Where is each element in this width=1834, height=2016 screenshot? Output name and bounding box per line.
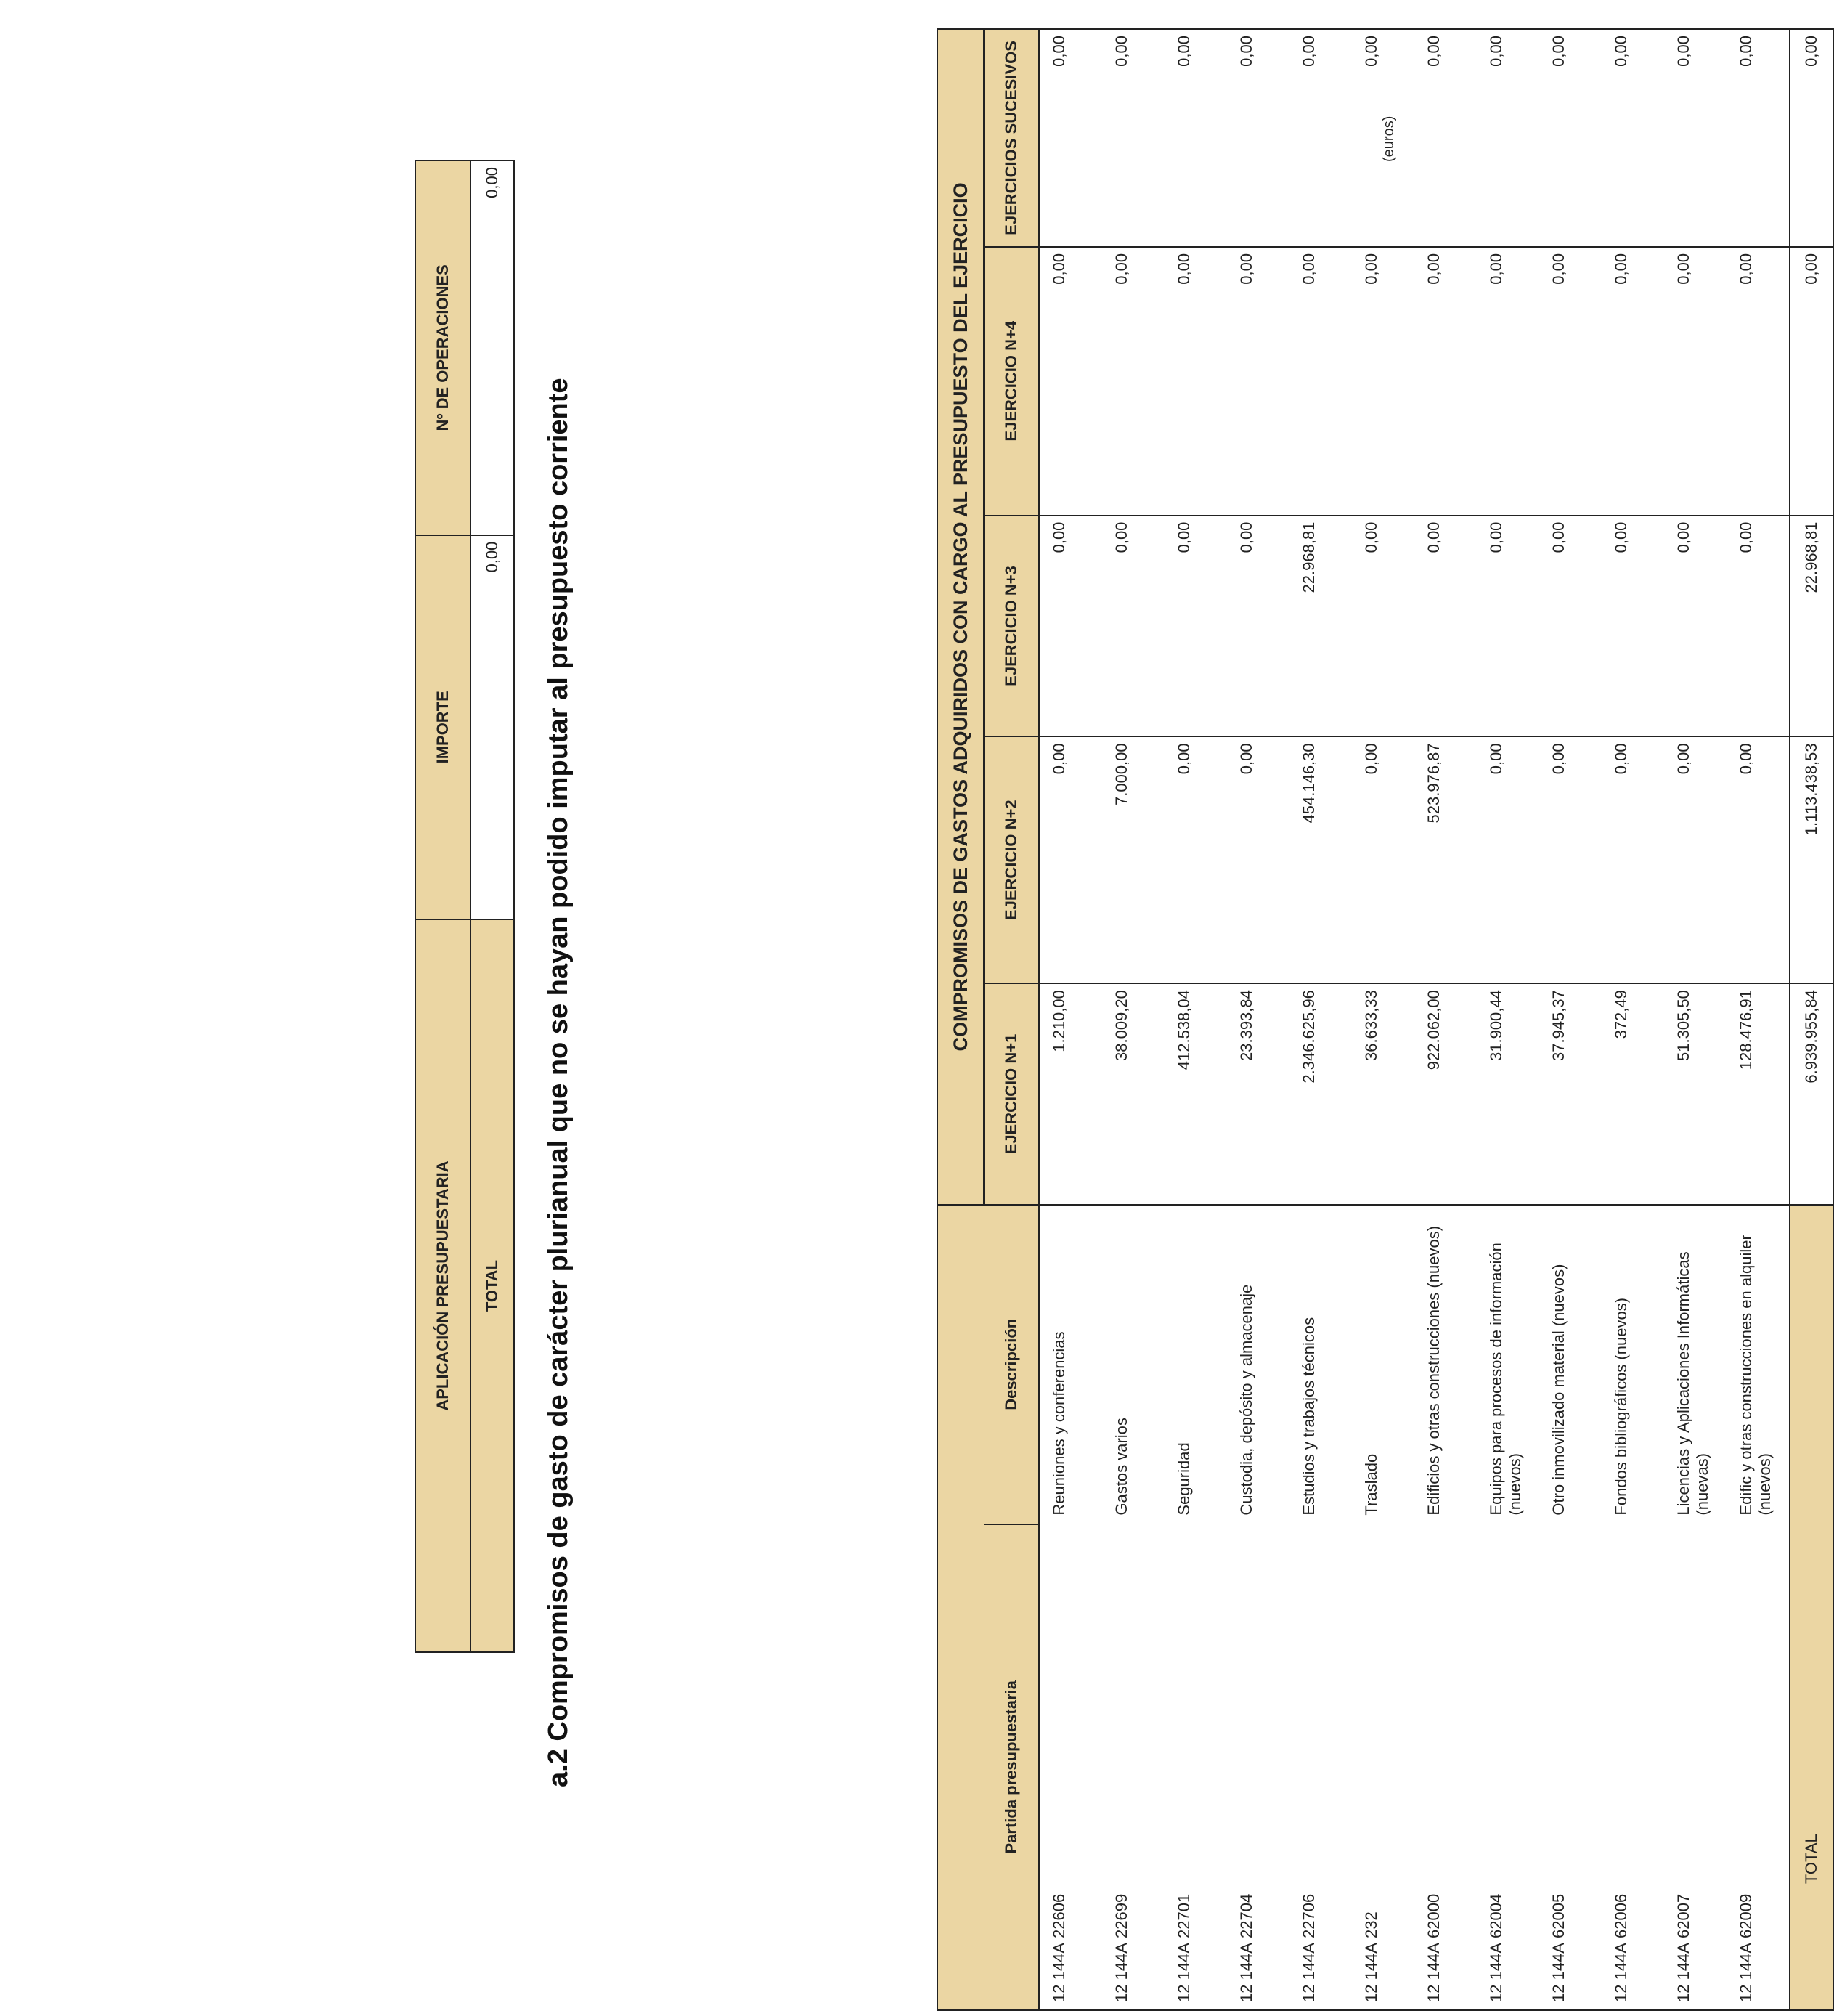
program-code: 12 144A	[1487, 1943, 1505, 2002]
n3-cell: 0,00	[1414, 516, 1477, 737]
n1-cell: 2.346.625,96	[1289, 983, 1352, 1205]
sucesivos-cell: 0,00	[1602, 29, 1664, 247]
partida-code: 22701	[1175, 1893, 1193, 1938]
sucesivos-cell: 0,00	[1352, 29, 1414, 247]
n1-cell: 23.393,84	[1227, 983, 1289, 1205]
n1-cell: 412.538,04	[1165, 983, 1227, 1205]
section-a2-title: a.2 Compromisos de gasto de carácter plurianual que no se hayan podido imputar al presupuesto corriente	[543, 378, 574, 1787]
partida-cell	[1727, 1524, 1790, 2010]
table-row	[1102, 29, 1165, 2010]
descripcion-cell: Edificios y otras construcciones (nuevos)	[1414, 1205, 1477, 1524]
n3-cell: 0,00	[1727, 516, 1790, 737]
a2-total-row	[470, 160, 514, 1652]
uncharged-commitments-table	[415, 160, 515, 1653]
program-code: 12 144A	[1612, 1943, 1630, 2002]
sucesivos-cell: 0,00	[1477, 29, 1539, 247]
partida-cell	[1352, 1524, 1414, 2010]
col-operaciones: Nº DE OPERACIONES	[415, 160, 470, 535]
n1-cell: 36.633,33	[1352, 983, 1414, 1205]
partida-cell	[1539, 1524, 1602, 2010]
n2-cell: 0,00	[1539, 736, 1602, 983]
n4-cell: 0,00	[1602, 247, 1664, 516]
partida-code: 22704	[1237, 1893, 1255, 1938]
partida-cell	[1227, 1524, 1289, 2010]
n3-cell: 0,00	[1227, 516, 1289, 737]
n4-cell: 0,00	[1289, 247, 1352, 516]
partida-cell	[1602, 1524, 1664, 2010]
table-row	[1602, 29, 1664, 2010]
n3-cell: 0,00	[1664, 516, 1727, 737]
n3-cell: 0,00	[1039, 516, 1102, 737]
n2-cell: 0,00	[1227, 736, 1289, 983]
sucesivos-cell: 0,00	[1727, 29, 1790, 247]
n4-cell: 0,00	[1664, 247, 1727, 516]
n4-cell: 0,00	[1165, 247, 1227, 516]
program-code: 12 144A	[1175, 1943, 1193, 2002]
n2-cell: 523.976,87	[1414, 736, 1477, 983]
partida-cell	[1414, 1524, 1477, 2010]
n3-cell: 22.968,81	[1289, 516, 1352, 737]
n1-cell: 51.305,50	[1664, 983, 1727, 1205]
blank-header-cell	[937, 1205, 984, 2010]
sucesivos-cell: 0,00	[1664, 29, 1727, 247]
n1-cell: 922.062,00	[1414, 983, 1477, 1205]
total-sucesivos: 0,00	[1790, 29, 1833, 247]
partida-code: 22706	[1300, 1893, 1318, 1938]
partida-code: 62007	[1674, 1893, 1692, 1938]
table-row	[1165, 29, 1227, 2010]
partida-cell	[1102, 1524, 1165, 2010]
n2-cell: 0,00	[1727, 736, 1790, 983]
descripcion-cell: Seguridad	[1165, 1205, 1227, 1524]
n4-cell: 0,00	[1039, 247, 1102, 516]
n2-cell: 0,00	[1477, 736, 1539, 983]
program-code: 12 144A	[1237, 1943, 1255, 2002]
total-n1: 6.939.955,84	[1790, 983, 1833, 1205]
program-code: 12 144A	[1300, 1943, 1318, 2002]
table-row	[1227, 29, 1289, 2010]
n1-cell: 38.009,20	[1102, 983, 1165, 1205]
table-row	[1039, 29, 1102, 2010]
commitments-table	[937, 28, 1834, 2011]
n4-cell: 0,00	[1227, 247, 1289, 516]
n3-cell: 0,00	[1539, 516, 1602, 737]
n2-cell: 0,00	[1165, 736, 1227, 983]
program-code: 12 144A	[1549, 1943, 1568, 2002]
n4-cell: 0,00	[1102, 247, 1165, 516]
n1-cell: 128.476,91	[1727, 983, 1790, 1205]
total-blank-cell	[1790, 1894, 1833, 2010]
n4-cell: 0,00	[1727, 247, 1790, 516]
commitments-body	[1039, 29, 1790, 2010]
n1-cell: 1.210,00	[1039, 983, 1102, 1205]
program-code: 12 144A	[1425, 1943, 1443, 2002]
col-sucesivos: EJERCICIOS SUCESIVOS	[984, 29, 1039, 247]
n1-cell: 372,49	[1602, 983, 1664, 1205]
table-row	[1289, 29, 1352, 2010]
descripcion-cell: Otro inmovilizado material (nuevos)	[1539, 1205, 1602, 1524]
a2-total-operaciones: 0,00	[470, 160, 514, 535]
n4-cell: 0,00	[1539, 247, 1602, 516]
partida-code: 62000	[1425, 1893, 1443, 1938]
sucesivos-cell: 0,00	[1227, 29, 1289, 247]
table-row	[1539, 29, 1602, 2010]
table-row	[1477, 29, 1539, 2010]
descripcion-cell: Fondos bibliográficos (nuevos)	[1602, 1205, 1664, 1524]
n2-cell: 0,00	[1602, 736, 1664, 983]
n1-cell: 31.900,44	[1477, 983, 1539, 1205]
sucesivos-cell: 0,00	[1289, 29, 1352, 247]
n3-cell: 0,00	[1102, 516, 1165, 737]
sucesivos-cell: 0,00	[1539, 29, 1602, 247]
col-descripcion: Descripción	[984, 1205, 1039, 1524]
program-code: 12 144A	[1112, 1943, 1130, 2002]
col-partida: Partida presupuestaria	[984, 1524, 1039, 2010]
partida-code: 62009	[1737, 1893, 1755, 1938]
table-row	[1352, 29, 1414, 2010]
program-code: 12 144A	[1050, 1943, 1068, 2002]
n4-cell: 0,00	[1477, 247, 1539, 516]
descripcion-cell: Edific y otras construcciones en alquiler (nuevos)	[1727, 1205, 1790, 1524]
n2-cell: 0,00	[1352, 736, 1414, 983]
col-n1: EJERCICIO N+1	[984, 983, 1039, 1205]
total-n2: 1.113.438,53	[1790, 736, 1833, 983]
descripcion-cell: Reuniones y conferencias	[1039, 1205, 1102, 1524]
total-label: TOTAL	[1790, 1205, 1833, 1894]
partida-cell	[1165, 1524, 1227, 2010]
sucesivos-cell: 0,00	[1414, 29, 1477, 247]
partida-code: 62005	[1549, 1893, 1568, 1938]
descripcion-cell: Gastos varios	[1102, 1205, 1165, 1524]
a2-total-importe: 0,00	[470, 535, 514, 919]
col-n3: EJERCICIO N+3	[984, 516, 1039, 737]
col-aplicacion: APLICACIÓN PRESUPUESTARIA	[415, 919, 470, 1652]
partida-code: 62004	[1487, 1893, 1505, 1938]
partida-cell	[1039, 1524, 1102, 2010]
col-n4: EJERCICIO N+4	[984, 247, 1039, 516]
sucesivos-cell: 0,00	[1039, 29, 1102, 247]
descripcion-cell: Licencias y Aplicaciones Informáticas (nuevas)	[1664, 1205, 1727, 1524]
table-row	[1414, 29, 1477, 2010]
program-code: 12 144A	[1674, 1943, 1692, 2002]
descripcion-cell: Custodia, depósito y almacenaje	[1227, 1205, 1289, 1524]
program-code: 12 144A	[1737, 1943, 1755, 2002]
n2-cell: 7.000,00	[1102, 736, 1165, 983]
n3-cell: 0,00	[1477, 516, 1539, 737]
col-importe: IMPORTE	[415, 535, 470, 919]
partida-code: 22606	[1050, 1893, 1068, 1938]
n2-cell: 0,00	[1039, 736, 1102, 983]
total-row	[1790, 29, 1833, 2010]
n4-cell: 0,00	[1414, 247, 1477, 516]
n4-cell: 0,00	[1352, 247, 1414, 516]
n3-cell: 0,00	[1165, 516, 1227, 737]
n2-cell: 454.146,30	[1289, 736, 1352, 983]
partida-cell	[1477, 1524, 1539, 2010]
col-n2: EJERCICIO N+2	[984, 736, 1039, 983]
unit-note: (euros)	[1381, 115, 1397, 162]
descripcion-cell: Traslado	[1352, 1205, 1414, 1524]
descripcion-cell: Estudios y trabajos técnicos	[1289, 1205, 1352, 1524]
partida-code: 62006	[1612, 1893, 1630, 1938]
n2-cell: 0,00	[1664, 736, 1727, 983]
total-n3: 22.968,81	[1790, 516, 1833, 737]
n3-cell: 0,00	[1602, 516, 1664, 737]
partida-code: 232	[1362, 1911, 1380, 1938]
program-code: 12 144A	[1362, 1943, 1380, 2002]
descripcion-cell: Equipos para procesos de información (nuevos)	[1477, 1205, 1539, 1524]
n1-cell: 37.945,37	[1539, 983, 1602, 1205]
total-n4: 0,00	[1790, 247, 1833, 516]
partida-cell	[1664, 1524, 1727, 2010]
table-row	[1664, 29, 1727, 2010]
group-header: COMPROMISOS DE GASTOS ADQUIRIDOS CON CARGO AL PRESUPUESTO DEL EJERCICIO	[937, 29, 984, 1205]
a2-total-label: TOTAL	[470, 919, 514, 1652]
partida-cell	[1289, 1524, 1352, 2010]
sucesivos-cell: 0,00	[1165, 29, 1227, 247]
sucesivos-cell: 0,00	[1102, 29, 1165, 247]
partida-code: 22699	[1112, 1893, 1130, 1938]
table-row	[1727, 29, 1790, 2010]
n3-cell: 0,00	[1352, 516, 1414, 737]
